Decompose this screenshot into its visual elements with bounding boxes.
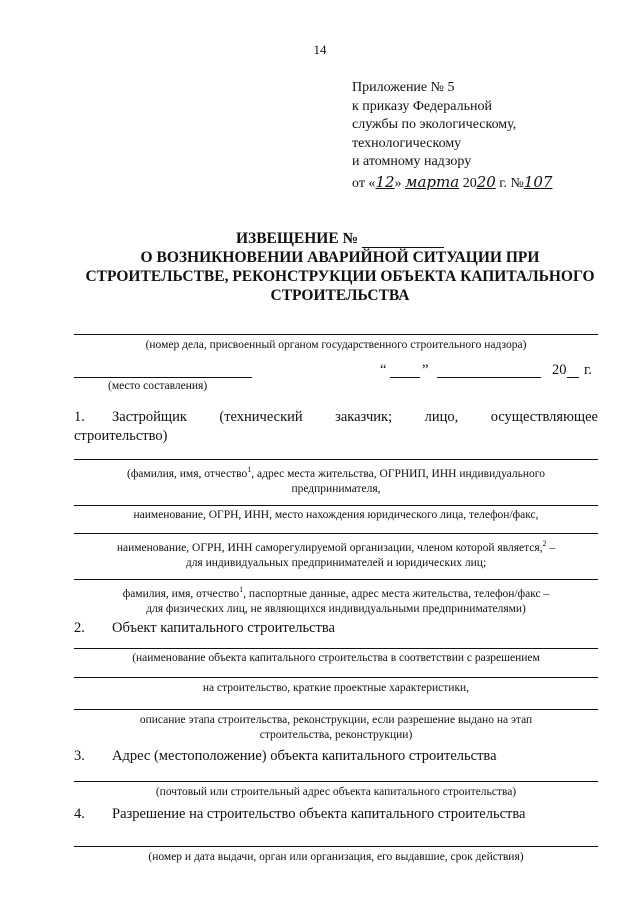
section4-heading: Разрешение на строительство объекта капитального строительства [112,806,526,822]
appendix-line-1: Приложение № 5 [352,80,455,95]
order-number-label: г. № [499,175,524,191]
section2-number: 2. [74,620,85,636]
section2-line-3 [74,709,598,710]
date-close-quote: ” [422,362,429,378]
appendix-line-2: к приказу Федеральной [352,98,492,114]
section2-caption-2: на строительство, краткие проектные характеристики, [202,682,470,694]
section3-number: 3. [74,748,85,764]
section1-number: 1. [74,409,85,425]
section3-heading: Адрес (местоположение) объекта капитального строительства [112,748,497,764]
date-month-line [437,377,541,378]
handwritten-year: 20 [476,172,496,191]
appendix-line-4: технологическому [352,135,462,151]
section1-line-3 [74,533,598,534]
section1-heading-line2: строительство) [74,428,168,444]
date-year-line [567,377,579,378]
section4-caption: (номер и дата выдачи, орган или организация, его выдавшие, срок действия) [148,851,524,863]
handwritten-order-number: 107 [523,172,553,191]
title-line-3: СТРОИТЕЛЬСТВЕ, РЕКОНСТРУКЦИИ ОБЪЕКТА КАПИТАЛЬНОГО [85,268,595,285]
date-year-prefix-label: 20 [552,362,567,378]
section2-line-2 [74,677,598,678]
date-prefix: от « [352,175,376,191]
section2-line-1 [74,648,598,649]
section1-caption-4: фамилия, имя, отчество$^1$, паспортные данные, адрес места жительства, телефон/факс – для физических лиц, не являющихся индивидуальными предпринимателями) [122,585,550,615]
place-line [74,377,252,378]
date-day-line [390,377,420,378]
title-line-1: ИЗВЕЩЕНИЕ № [60,229,620,248]
title-line-2: О ВОЗНИКНОВЕНИИ АВАРИЙНОЙ СИТУАЦИИ ПРИ [140,249,540,266]
appendix-line-5: и атомному надзору [352,154,472,169]
section1-caption-2: наименование, ОГРН, ИНН, место нахождения юридического лица, телефон/факс, [133,509,539,521]
document-title [60,229,620,305]
page-number: 14 [313,42,327,57]
section1-line-4 [74,579,598,580]
case-number-line [74,334,598,335]
section3-line [74,781,598,782]
handwritten-month: марта [405,172,460,191]
handwritten-day: 12 [375,172,395,191]
title-line-4: СТРОИТЕЛЬСТВА [270,287,410,304]
appendix-order-date [352,173,552,194]
section4-number: 4. [74,806,85,822]
section2-caption-1: (наименование объекта капитального строительства в соответствии с разрешением [132,652,540,664]
section2-caption-3: описание этапа строительства, реконструкции, если разрешение выдано на этап строительства, реконструкции) [139,714,533,741]
date-separator: » [394,175,402,191]
place-caption: (место составления) [108,380,208,392]
case-number-caption: (номер дела, присвоенный органом государственного строительного надзора) [145,339,527,351]
section2-heading: Объект капитального строительства [112,620,335,636]
date-open-quote: “ [380,362,387,378]
section1-line-1 [74,459,598,460]
date-year-prefix: 20 [462,175,477,191]
section4-line [74,846,598,847]
section1-caption-3: наименование, ОГРН, ИНН саморегулируемой организации, членом которой является,$^2$ – для индивидуальных предпринимателей и юридических лиц; [116,539,556,569]
appendix-block [352,79,552,193]
section1-heading-line1: Застройщик (технический заказчик; лицо, осуществляющее [112,409,598,425]
section1-line-2 [74,505,598,506]
section3-caption: (почтовый или строительный адрес объекта капитального строительства) [155,786,517,798]
appendix-line-3: службы по экологическому, [352,117,517,132]
section1-caption-1: (фамилия, имя, отчество$^1$, адрес места жительства, ОГРНИП, ИНН индивидуального предпринимателя, [127,465,545,495]
date-g-label: г. [584,362,592,378]
